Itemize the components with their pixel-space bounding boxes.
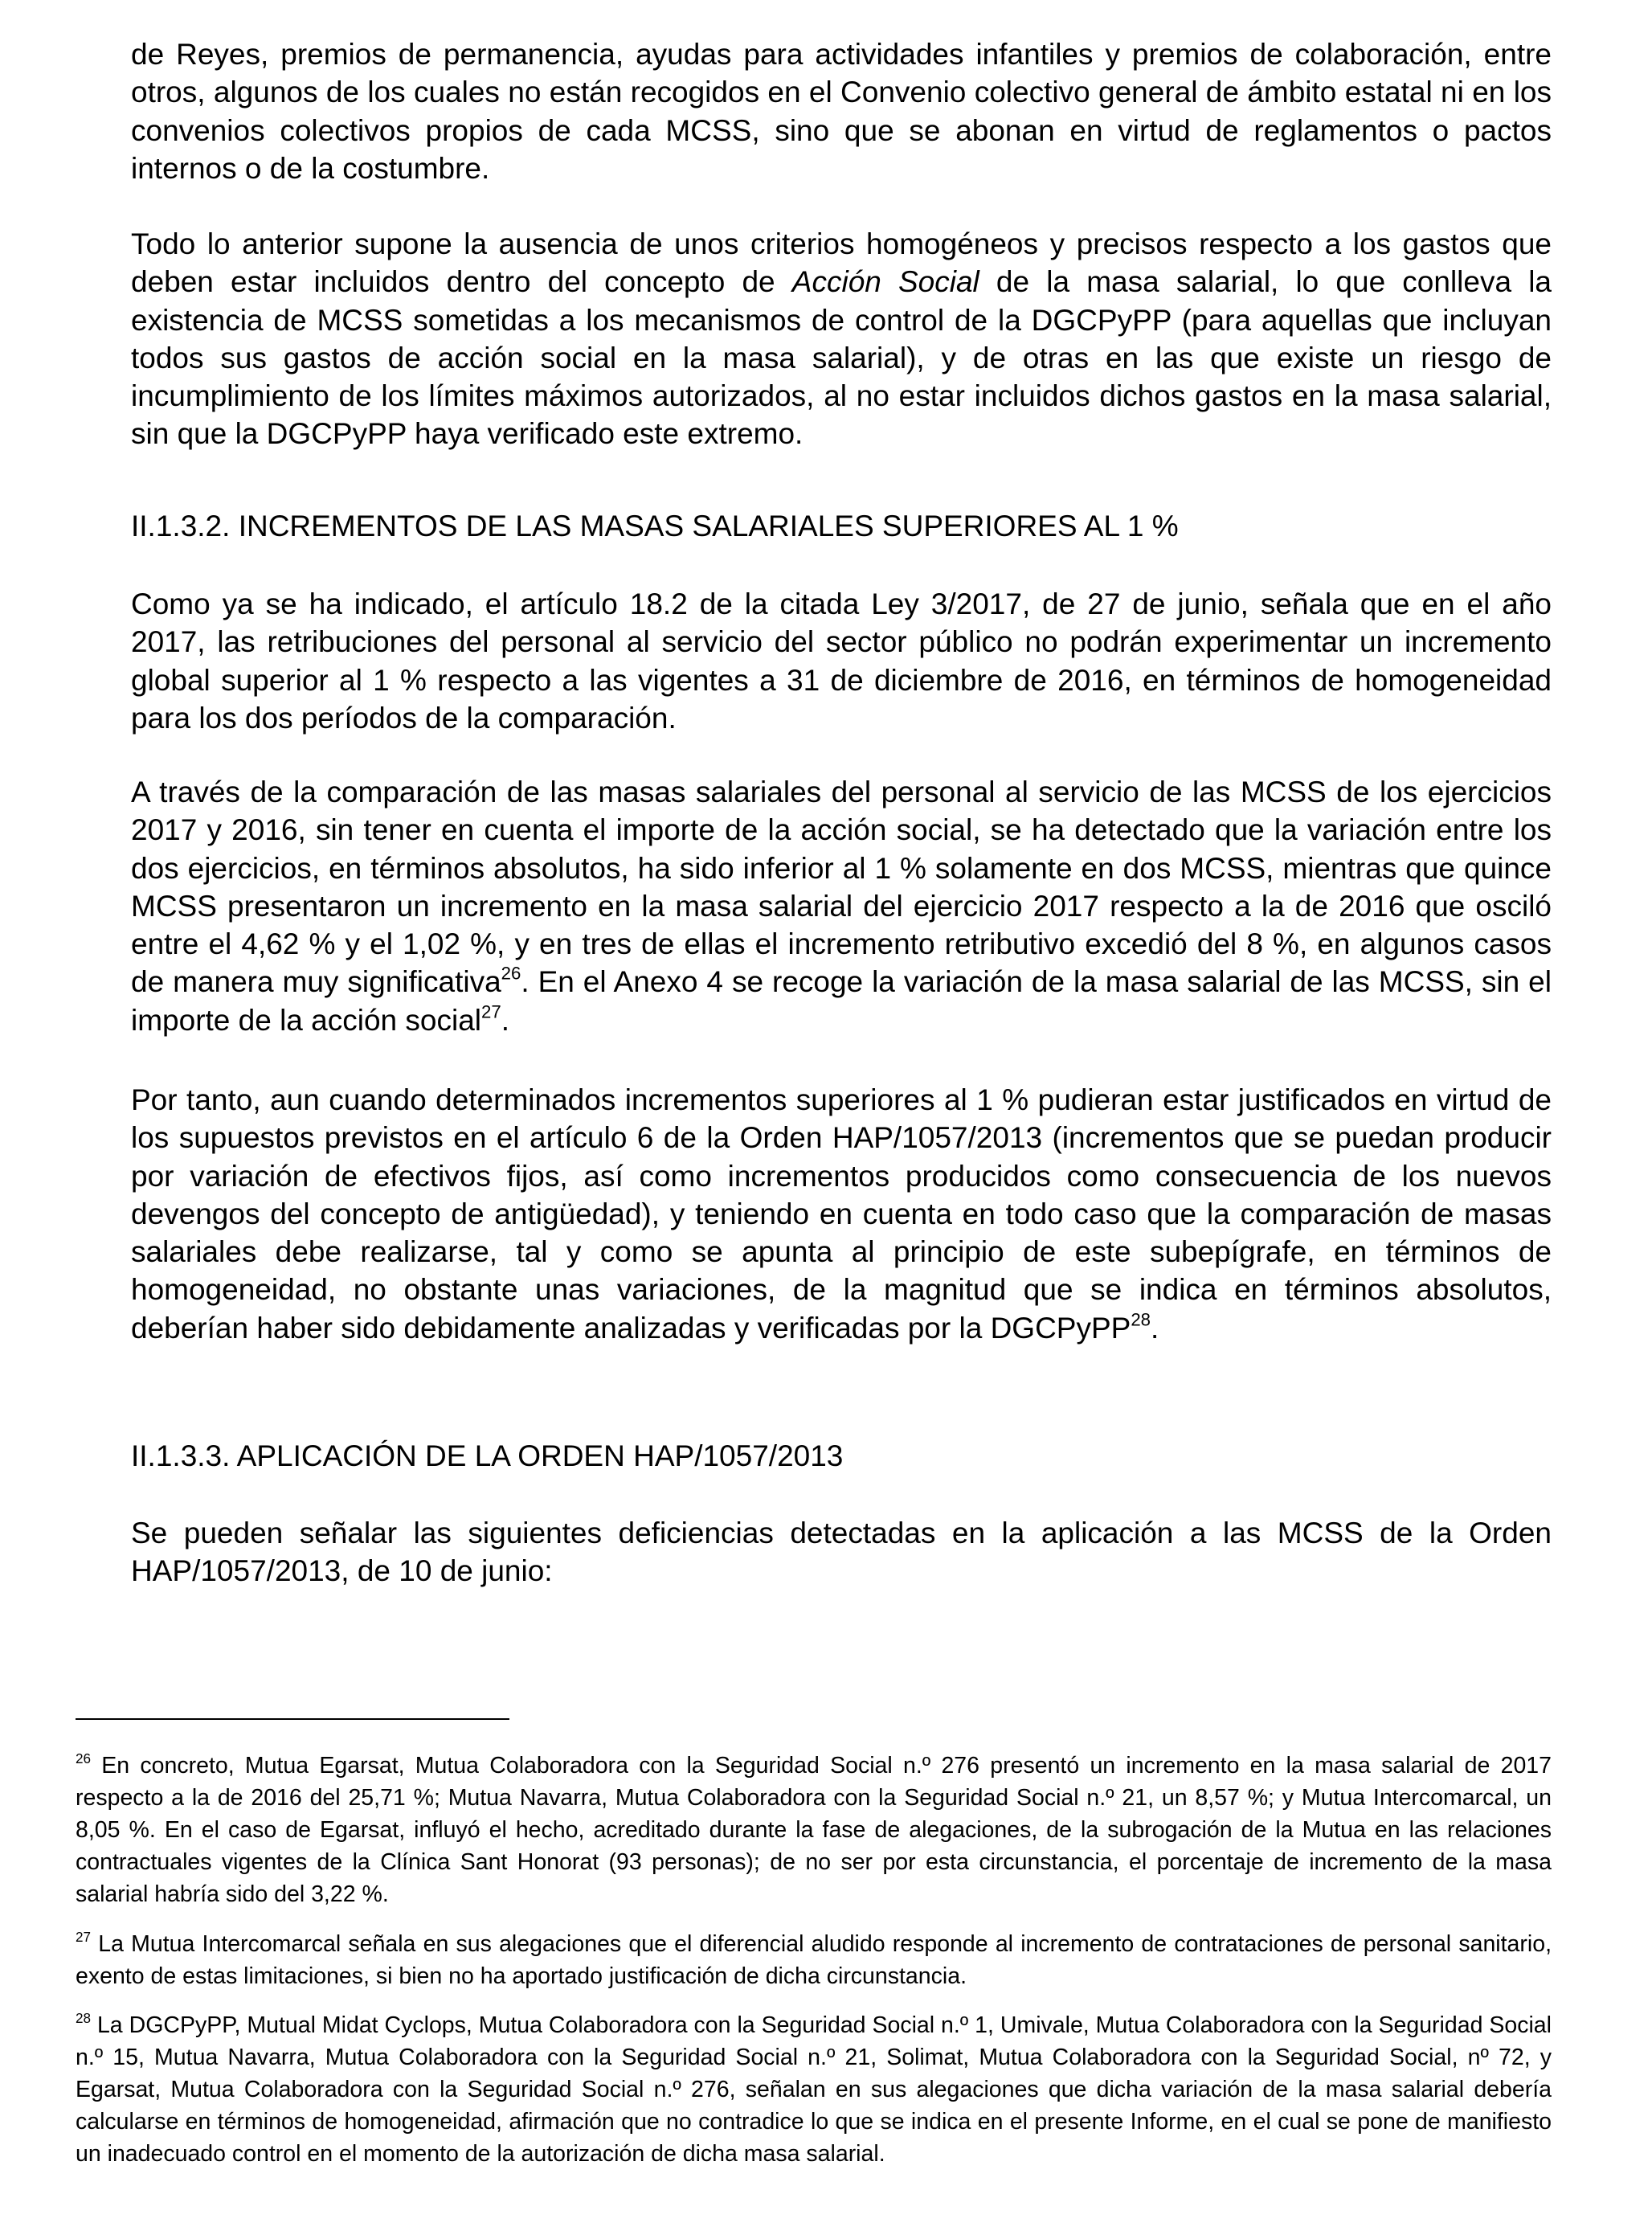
footnote-27 — [76, 1928, 1552, 1992]
text: Por tanto, aun cuando determinados incrementos superiores al 1 % pudieran estar justificados en virtud de los supuestos previstos en el artículo 6 de la Orden HAP/1057/2013 (incrementos que se puedan producir por variación de efectivos fijos, así como incrementos producidos como consecuencia de los nuevos devengos del concepto de antigüedad), y teniendo en cuenta en todo caso que la comparación de masas salariales debe realizarse, tal y como se apunta al principio de este subepígrafe, en términos de homogeneidad, no obstante unas variaciones, de la magnitud que se indica en términos absolutos, deberían haber sido debidamente analizadas y verificadas por la DGCPyPP — [131, 1083, 1552, 1345]
section-heading: II.1.3.2. INCREMENTOS DE LAS MASAS SALARIALES SUPERIORES AL 1 % — [131, 510, 1179, 542]
footnote-text: En concreto, Mutua Egarsat, Mutua Colaboradora con la Seguridad Social n.º 276 presentó un incremento en la masa salarial de 2017 respecto a la de 2016 del 25,71 %; Mutua Navarra, Mutua Colaboradora con la Seguridad Social n.º 21, un 8,57 %; y Mutua Intercomarcal, un 8,05 %. En el caso de Egarsat, influyó el hecho, acreditado durante la fase de alegaciones, de la subrogación de la Mutua en las relaciones contractuales vigentes de la Clínica Sant Honorat (93 personas); de no ser por esta circunstancia, el porcentaje de incremento de la masa salarial habría sido del 3,22 %. — [76, 1753, 1552, 1907]
paragraph-accion-social — [131, 225, 1552, 453]
paragraph — [131, 773, 1552, 1039]
text: A través de la comparación de las masas salariales del personal al servicio de las MCSS de los ejercicios 2017 y 2016, sin tener en cuenta el importe de la acción social, se ha detectado que la variación entre los dos ejercicios, en términos absolutos, ha sido inferior al 1 % solamente en dos MCSS, mientras que quince MCSS presentaron un incremento en la masa salarial del ejercicio 2017 respecto a la de 2016 que osciló entre el 4,62 % y el 1,02 %, y en tres de ellas el incremento retributivo excedió del 8 %, en algunos casos de manera muy significativa — [131, 776, 1552, 999]
text: . — [1151, 1311, 1159, 1345]
text: de la masa salarial, lo que conlleva la existencia de MCSS sometidas a los mecanismos de control de la DGCPyPP (para aquellas que incluyan todos sus gastos de acción social en la masa salarial), y de otras en las que existe un riesgo de incumplimiento de los límites máximos autorizados, al no estar incluidos dichos gastos en la masa salarial, sin que la DGCPyPP haya verificado este extremo. — [131, 265, 1552, 451]
section-heading: II.1.3.3. APLICACIÓN DE LA ORDEN HAP/1057/2013 — [131, 1439, 844, 1472]
italic-term: Acción Social — [791, 265, 979, 299]
text: . En el Anexo 4 se recoge la variación de la masa salarial de las MCSS, sin el importe de la acción social — [131, 965, 1552, 1037]
text: Todo lo anterior supone la ausencia de unos criterios homogéneos y precisos respecto a los gastos que deben estar incluidos dentro del concepto de — [131, 227, 1552, 299]
paragraph — [131, 1081, 1552, 1347]
footnote-26 — [76, 1750, 1552, 1910]
footnote-text: La DGCPyPP, Mutual Midat Cyclops, Mutua Colaboradora con la Seguridad Social n.º 1, Umivale, Mutua Colaboradora con la Seguridad Social n.º 15, Mutua Navarra, Mutua Colaboradora con la Seguridad Social n.º 21, Solimat, Mutua Colaboradora con la Seguridad Social, nº 72, y Egarsat, Mutua Colaboradora con la Seguridad Social n.º 276, señalan en sus alegaciones que dicha variación de la masa salarial debería calcularse en términos de homogeneidad, afirmación que no contradice lo que se indica en el presente Informe, en el cual se pone de manifiesto un inadecuado control en el momento de la autorización de dicha masa salarial. — [76, 2012, 1552, 2167]
footnote-separator — [76, 1718, 509, 1720]
footnote-text: La Mutua Intercomarcal señala en sus alegaciones que el diferencial aludido responde al incremento de contrataciones de personal sanitario, exento de estas limitaciones, si bien no ha aportado justificación de dicha circunstancia. — [76, 1931, 1552, 1989]
paragraph: Como ya se ha indicado, el artículo 18.2 de la citada Ley 3/2017, de 27 de junio, señala que en el año 2017, las retribuciones del personal al servicio del sector público no podrán experimentar un incremento global superior al 1 % respecto a las vigentes a 31 de diciembre de 2016, en términos de homogeneidad para los dos períodos de la comparación. — [131, 587, 1552, 735]
text: . — [501, 1003, 509, 1037]
paragraph-continuation: de Reyes, premios de permanencia, ayudas para actividades infantiles y premios de colaboración, entre otros, algunos de los cuales no están recogidos en el Convenio colectivo general de ámbito estatal ni en los convenios colectivos propios de cada MCSS, sino que se abonan en virtud de reglamentos o pactos internos o de la costumbre. — [131, 38, 1552, 185]
footnote-ref[interactable]: 26 — [501, 963, 521, 984]
footnote-ref[interactable]: 28 — [1131, 1309, 1151, 1330]
footnote-28 — [76, 2009, 1552, 2170]
footnote-number: 27 — [76, 1930, 92, 1946]
footnote-ref[interactable]: 27 — [481, 1001, 501, 1022]
footnote-number: 26 — [76, 1751, 92, 1767]
footnote-number: 28 — [76, 2011, 92, 2027]
paragraph: Se pueden señalar las siguientes deficiencias detectadas en la aplicación a las MCSS de la Orden HAP/1057/2013, de 10 de junio: — [131, 1517, 1552, 1588]
